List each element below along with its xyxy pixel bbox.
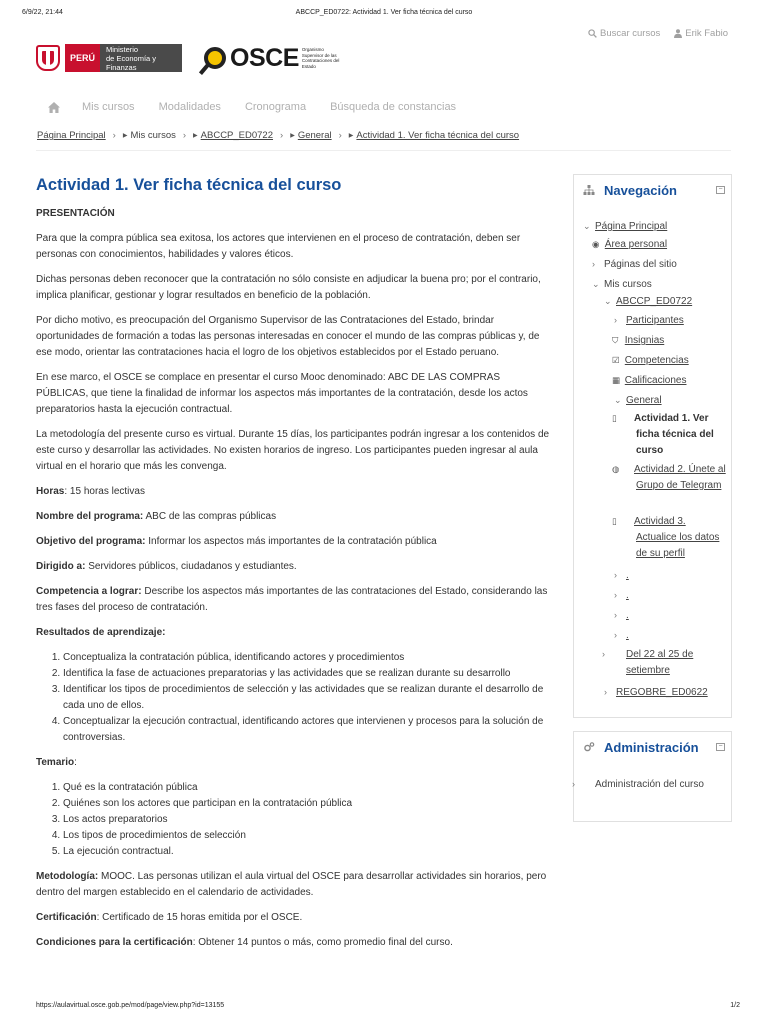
nav-link-section[interactable]: .: [626, 590, 629, 601]
paragraph-4: En ese marco, el OSCE se complace en presentar el curso Mooc denominado: ABC DE LAS COMPRAS PÚBLICAS, que tiene la finalidad de informar los aspectos más importantes de la contratación, desde los actos preparatorios hasta la ejecución contractual.: [36, 372, 528, 415]
main-content: [36, 174, 550, 960]
competencia-value: Describe los aspectos más importantes de las contrataciones del Estado, considerando las tres fases del proceso de contratación.: [36, 586, 548, 613]
condiciones-label: Condiciones para la certificación: [36, 937, 193, 948]
search-icon: [588, 29, 597, 38]
admin-label-course: Administración del curso: [595, 779, 704, 790]
admin-node-course[interactable]: [572, 776, 723, 793]
breadcrumb-section[interactable]: General: [297, 130, 332, 141]
dirigido-label: Dirigido a:: [36, 561, 86, 572]
page-icon: ▯: [612, 413, 617, 423]
dirigido-value: Servidores públicos, ciudadanos y estudiantes.: [85, 561, 297, 572]
list-item: 4. Los tipos de procedimientos de selección: [63, 828, 550, 844]
nav-link-calificaciones[interactable]: Calificaciones: [624, 375, 687, 386]
nav-label-activity-1: Actividad 1. Ver ficha técnica del curso: [634, 413, 714, 456]
nav-node-competencias[interactable]: [612, 352, 689, 369]
chevron-down-icon: ⌄: [614, 395, 622, 405]
administration-block: [573, 731, 732, 822]
chevron-right-icon: ›: [614, 570, 617, 580]
chevron-down-icon: ⌄: [592, 279, 600, 289]
breadcrumb-home[interactable]: Página Principal: [37, 130, 106, 141]
chevron-right-icon: ›: [614, 610, 617, 620]
temario-list: [63, 780, 550, 860]
nav-node-activity-2[interactable]: [612, 461, 728, 494]
chevron-right-icon: ›: [572, 779, 575, 789]
search-courses-link[interactable]: [588, 28, 660, 39]
user-name: Erik Fabio: [685, 28, 728, 39]
sitemap-icon: [582, 185, 596, 195]
nav-link-course[interactable]: ABCCP_ED0722: [616, 296, 693, 307]
nombre-value: ABC de las compras públicas: [143, 511, 277, 522]
nav-link-del-22[interactable]: Del 22 al 25 de setiembre: [626, 649, 694, 676]
list-item: 2. Quiénes son los actores que participan en la contratación pública: [63, 796, 550, 812]
ministry-label: [100, 44, 182, 72]
print-url: https://aulavirtual.osce.gob.pe/mod/page/view.php?id=13155: [36, 1002, 225, 1009]
chevron-right-icon: ›: [592, 259, 595, 269]
metodologia-row: [36, 869, 550, 901]
page-title: Actividad 1. Ver ficha técnica del curso: [36, 176, 342, 194]
mef-logo[interactable]: [36, 44, 182, 72]
print-page-number: 1/2: [730, 1002, 740, 1009]
page-icon: ▯: [612, 516, 617, 526]
osce-tagline: Organismo Supervisor de las Contrataciones del Estado: [301, 47, 340, 69]
nav-link-insignias[interactable]: Insignias: [624, 335, 665, 346]
temario-colon: :: [74, 757, 77, 768]
nav-cronograma[interactable]: Cronograma: [244, 101, 307, 113]
nav-node-section[interactable]: [614, 587, 629, 604]
temario-label: Temario: [36, 757, 75, 768]
objetivo-value: Informar los aspectos más importantes de la contratación pública: [145, 536, 437, 547]
horas-row: [36, 484, 550, 500]
condiciones-row: [36, 935, 550, 951]
list-item: 3. Identificar los tipos de procedimientos de selección y las actividades que se realizan durante el desarrollo de cada uno de ellos.: [63, 682, 550, 714]
administration-header: [574, 732, 731, 762]
ministry-line2: de Economía y Finanzas: [106, 53, 157, 72]
breadcrumb-divider: [36, 150, 731, 151]
triangle-icon: ▶: [193, 133, 198, 139]
competencia-row: [36, 584, 550, 616]
nav-node-section[interactable]: [614, 567, 629, 584]
nav-link-participantes[interactable]: Participantes: [626, 315, 684, 326]
paragraph-1: Para que la compra pública sea exitosa, los actores que intervienen en el proceso de contratación, deben ser personas con conocimientos, habilidades y valores éticos.: [36, 233, 521, 260]
nav-link-pagina-principal[interactable]: Página Principal: [595, 221, 668, 232]
nav-node-section[interactable]: [614, 627, 629, 644]
url-globe-icon: ◍: [612, 464, 620, 474]
breadcrumb-separator-icon: ›: [338, 130, 342, 141]
section-presentacion: PRESENTACIÓN: [36, 208, 115, 219]
certificacion-label: Certificación: [36, 912, 97, 923]
chevron-right-icon: ›: [604, 687, 607, 697]
paragraph-2: Dichas personas deben reconocer que la contratación no sólo consiste en adjudicar la buena pro; por el contrario, implica planificar, gestionar y lograr resultados en beneficio de la población.: [36, 274, 541, 301]
certificacion-row: [36, 910, 550, 926]
list-item: 3. Los actos preparatorios: [63, 812, 550, 828]
osce-wordmark: OSCE: [230, 43, 299, 72]
nav-node-mis-cursos[interactable]: [592, 276, 652, 293]
nav-mis-cursos[interactable]: Mis cursos: [82, 101, 135, 113]
nav-busqueda-constancias[interactable]: Búsqueda de constancias: [330, 101, 457, 113]
list-item: 2. Identifica la fase de actuaciones preparatorias y las actividades que se realizan durante su desarrollo: [63, 666, 550, 682]
nav-link-section[interactable]: .: [626, 630, 629, 641]
list-item: 1. Conceptualiza la contratación pública, identificando actores y procedimientos: [63, 650, 550, 666]
dirigido-row: [36, 559, 550, 575]
breadcrumb: [37, 130, 519, 141]
administration-title: Administración: [604, 739, 699, 755]
nav-node-insignias[interactable]: [612, 332, 664, 349]
list-item: 1. Qué es la contratación pública: [63, 780, 550, 796]
breadcrumb-separator-icon: ›: [112, 130, 116, 141]
nav-link-section[interactable]: .: [626, 570, 629, 581]
top-user-bar: [588, 28, 728, 39]
main-nav: [36, 98, 480, 116]
chevron-down-icon: ⌄: [583, 221, 591, 231]
list-item: 4. Conceptualizar la ejecución contractual, identificando actores que intervienen y procesos para la solución de controversias.: [63, 714, 550, 746]
objetivo-row: [36, 534, 550, 550]
triangle-icon: ▶: [290, 133, 295, 139]
nav-node-pagina-principal[interactable]: [583, 218, 667, 235]
print-datetime: 6/9/22, 21:44: [22, 9, 63, 16]
nav-link-competencias[interactable]: Competencias: [624, 355, 689, 366]
dashboard-icon: ◉: [592, 239, 600, 249]
nav-link-activity-3[interactable]: Actividad 3. Actualice los datos de su perfil: [634, 516, 720, 559]
header-logos: [36, 42, 346, 74]
breadcrumb-course[interactable]: ABCCP_ED0722: [200, 130, 274, 141]
nav-label-mis-cursos: Mis cursos: [604, 279, 652, 290]
competencia-label: Competencia a lograr:: [36, 586, 142, 597]
nav-modalidades[interactable]: Modalidades: [158, 101, 221, 113]
nav-link-general[interactable]: General: [626, 395, 662, 406]
nav-node-general[interactable]: [614, 392, 662, 409]
horas-value: : 15 horas lectivas: [64, 486, 145, 497]
nav-node-course[interactable]: [604, 293, 692, 310]
resultados-list: [63, 650, 550, 746]
print-title: ABCCP_ED0722: Actividad 1. Ver ficha técnica del curso: [295, 9, 473, 16]
nav-node-regobre[interactable]: [604, 684, 708, 701]
navigation-block: [573, 174, 732, 718]
chevron-right-icon: ›: [602, 649, 605, 659]
chevron-right-icon: ›: [614, 315, 617, 325]
paragraph-3: Por dicho motivo, es preocupación del Organismo Supervisor de las Contrataciones del Estado, brindar oportunidades de formación a todas las personas interesadas en conocer el mundo de las compras públicas y, de ese modo, orientar las contrataciones hacia el logro de los objetivos establecidos por el Estado peruano.: [36, 315, 540, 358]
nav-node-section[interactable]: [614, 607, 629, 624]
nombre-row: [36, 509, 550, 525]
chevron-right-icon: ›: [614, 590, 617, 600]
user-icon: [674, 29, 682, 38]
nav-node-activity-3[interactable]: [612, 513, 728, 562]
nav-link-regobre[interactable]: REGOBRE_ED0622: [616, 687, 708, 698]
home-icon[interactable]: [48, 102, 60, 113]
gears-icon: [582, 742, 596, 752]
nav-node-paginas-sitio[interactable]: [592, 256, 677, 273]
osce-logo[interactable]: [204, 44, 346, 73]
search-courses-label: Buscar cursos: [600, 28, 661, 39]
magnifier-logo-icon: [204, 47, 226, 69]
breadcrumb-current[interactable]: Actividad 1. Ver ficha técnica del curso: [356, 130, 520, 141]
horas-label: Horas: [36, 486, 65, 497]
breadcrumb-mis-cursos[interactable]: Mis cursos: [130, 130, 176, 141]
nav-link-activity-2[interactable]: Actividad 2. Únete al Grupo de Telegram: [634, 464, 726, 491]
chevron-down-icon: ⌄: [604, 296, 612, 306]
objetivo-label: Objetivo del programa:: [36, 536, 146, 547]
navigation-header: [574, 175, 731, 205]
condiciones-value: : Obtener 14 puntos o más, como promedio final del curso.: [192, 937, 453, 948]
list-item: 5. La ejecución contractual.: [63, 844, 550, 860]
certificacion-value: : Certificado de 15 horas emitida por el OSCE.: [96, 912, 303, 923]
nav-link-section[interactable]: .: [626, 610, 629, 621]
ministry-line1: Ministerio: [106, 44, 139, 54]
navigation-title: Navegación: [604, 182, 677, 198]
temario-row: [36, 755, 550, 771]
metodologia-label: Metodología:: [36, 871, 99, 882]
nav-node-calificaciones[interactable]: [612, 372, 686, 389]
triangle-icon: ▶: [348, 133, 354, 139]
breadcrumb-separator-icon: ›: [280, 130, 284, 141]
chevron-right-icon: ›: [614, 630, 617, 640]
nav-node-area-personal[interactable]: [592, 236, 667, 253]
nav-node-participantes[interactable]: [614, 312, 684, 329]
table-icon: ▦: [612, 375, 621, 385]
breadcrumb-separator-icon: ›: [182, 130, 187, 141]
paragraph-5: La metodología del presente curso es virtual. Durante 15 días, los participantes podrán ingresar a los contenidos de este curso y desarrollar las actividades. No existen horarios de ingreso. Los participantes pueden ingresar al aula virtual en el horario que más les convenga.: [36, 429, 550, 472]
nav-link-area-personal[interactable]: Área personal: [604, 239, 668, 250]
resultados-label: Resultados de aprendizaje:: [36, 627, 166, 638]
nav-label-paginas-sitio: Páginas del sitio: [604, 259, 677, 270]
nav-node-del-22[interactable]: [602, 646, 730, 679]
user-menu[interactable]: [674, 28, 728, 39]
peru-shield-icon: [36, 45, 60, 71]
nav-node-activity-1[interactable]: [612, 410, 728, 459]
collapse-block-icon[interactable]: −: [716, 743, 725, 751]
checkbox-icon: ☑: [612, 355, 620, 365]
shield-icon: ⛉: [612, 335, 619, 345]
triangle-icon: ▶: [122, 133, 128, 139]
nombre-label: Nombre del programa:: [36, 511, 144, 522]
peru-label: PERÚ: [65, 44, 100, 72]
collapse-block-icon[interactable]: −: [716, 186, 725, 194]
metodologia-value: MOOC. Las personas utilizan el aula virtual del OSCE para desarrollar actividades sin horarios, pero dentro del margen establecido en el calendario de actividades.: [36, 871, 547, 898]
